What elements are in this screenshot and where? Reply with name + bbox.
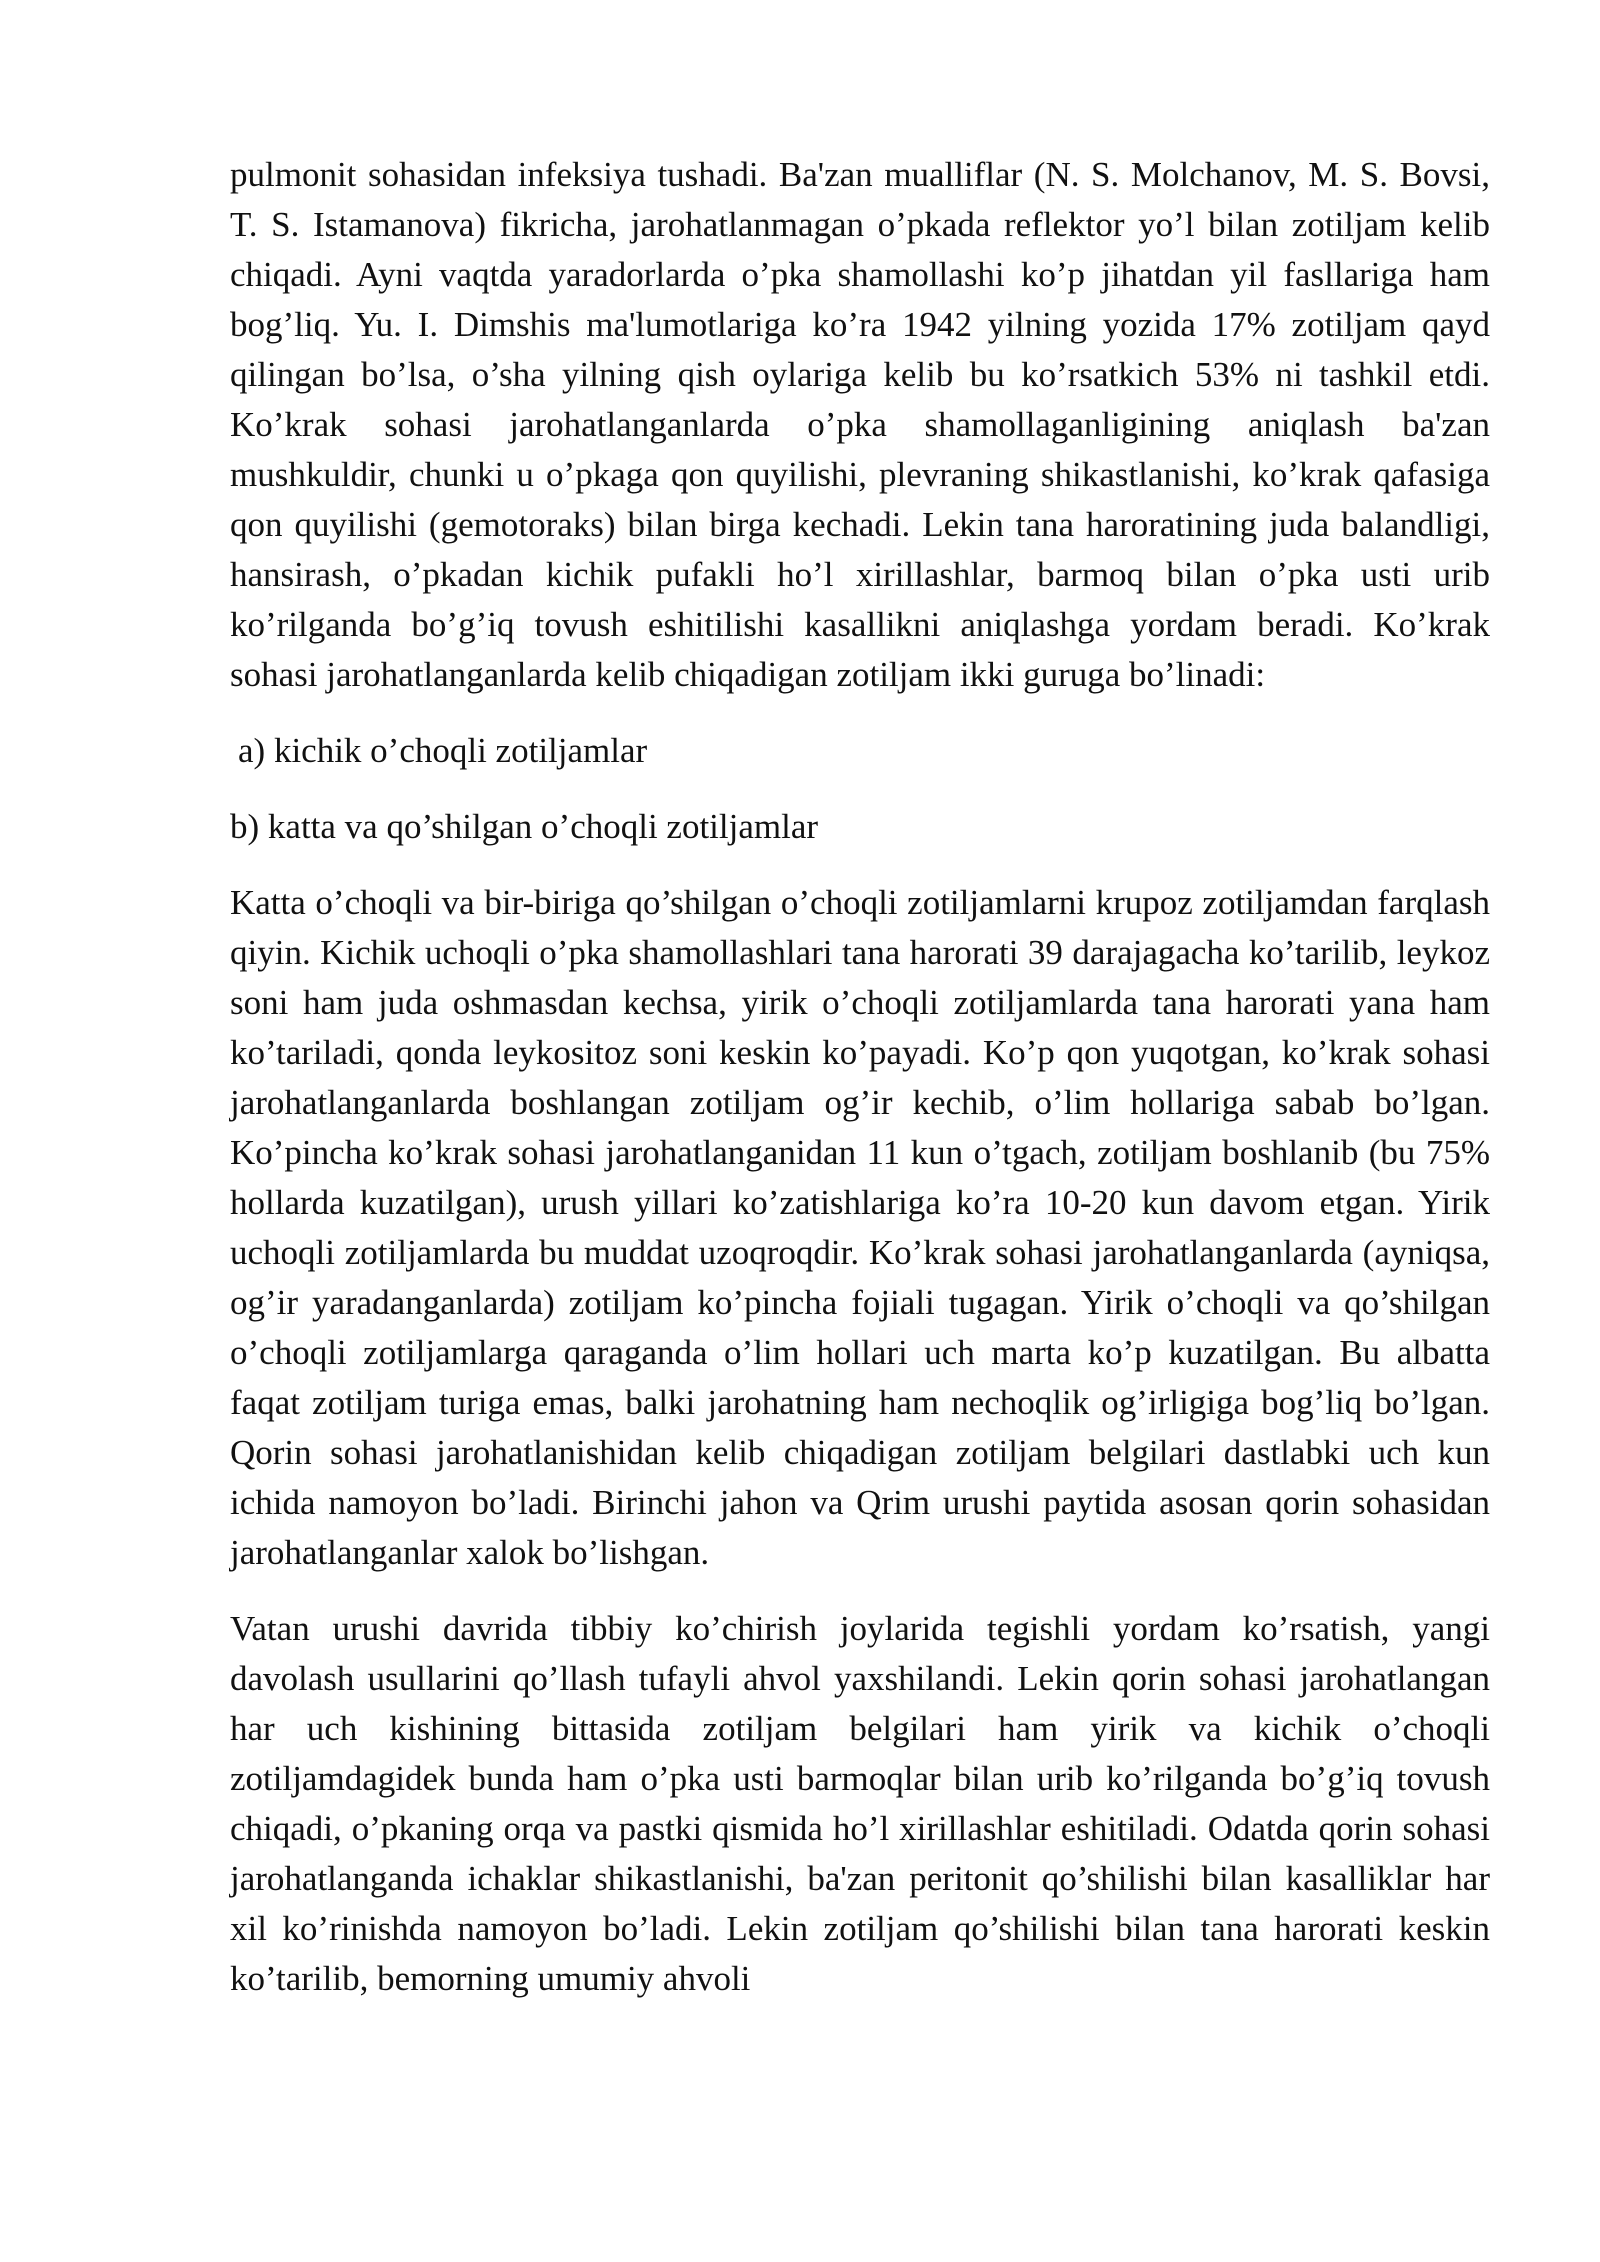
paragraph-1: pulmonit sohasidan infeksiya tushadi. Ba'zan mualliflar (N. S. Molchanov, M. S. Bovsi, T. S. Istamanova) fikricha, jarohatlanmagan o’pkada reflektor yo’l bilan zotiljam kelib chiqadi. Ayni vaqtda yaradorlarda o’pka shamollashi ko’p jihatdan yil fasllariga ham bog’liq. Yu. I. Dimshis ma'lumotlariga ko’ra 1942 yilning yozida 17% zotiljam qayd qilingan bo’lsa, o’sha yilning qish oylariga kelib bu ko’rsatkich 53% ni tashkil etdi. Ko’krak sohasi jarohatlanganlarda o’pka shamollaganligining aniqlash ba'zan mushkuldir, chunki u o’pkaga qon quyilishi, plevraning shikastlanishi, ko’krak qafasiga qon quyilishi (gemotoraks) bilan birga kechadi. Lekin tana haroratining juda balandligi, hansirash, o’pkadan kichik pufakli ho’l xirillashlar, barmoq bilan o’pka usti urib ko’rilganda bo’g’iq tovush eshitilishi kasallikni aniqlashga yordam beradi. Ko’krak sohasi jarohatlanganlarda kelib chiqadigan zotiljam ikki guruga bo’linadi: <box>230 155 1490 694</box>
document-page <box>230 150 1490 2030</box>
list-item-a: a) kichik o’choqli zotiljamlar <box>238 731 648 770</box>
list-item-b: b) katta va qo’shilgan o’choqli zotiljamlar <box>230 807 819 846</box>
paragraph-2: Katta o’choqli va bir-biriga qo’shilgan o’choqli zotiljamlarni krupoz zotiljamdan farqlash qiyin. Kichik uchoqli o’pka shamollashlari tana harorati 39 darajagacha ko’tarilib, leykoz soni ham juda oshmasdan kechsa, yirik o’choqli zotiljamlarda tana harorati yana ham ko’tariladi, qonda leykositoz soni keskin ko’payadi. Ko’p qon yuqotgan, ko’krak sohasi jarohatlanganlarda boshlangan zotiljam og’ir kechib, o’lim hollariga sabab bo’lgan. Ko’pincha ko’krak sohasi jarohatlanganidan 11 kun o’tgach, zotiljam boshlanib (bu 75% hollarda kuzatilgan), urush yillari ko’zatishlariga ko’ra 10-20 kun davom etgan. Yirik uchoqli zotiljamlarda bu muddat uzoqroqdir. Ko’krak sohasi jarohatlanganlarda (ayniqsa, og’ir yaradanganlarda) zotiljam ko’pincha fojiali tugagan. Yirik o’choqli va qo’shilgan o’choqli zotiljamlarga qaraganda o’lim hollari uch marta ko’p kuzatilgan. Bu albatta faqat zotiljam turiga emas, balki jarohatning ham nechoqlik og’irligiga bog’liq bo’lgan. Qorin sohasi jarohatlanishidan kelib chiqadigan zotiljam belgilari dastlabki uch kun ichida namoyon bo’ladi. Birinchi jahon va Qrim urushi paytida asosan qorin sohasidan jarohatlanganlar xalok bo’lishgan. <box>230 883 1490 1572</box>
paragraph-3: Vatan urushi davrida tibbiy ko’chirish joylarida tegishli yordam ko’rsatish, yangi davolash usullarini qo’llash tufayli ahvol yaxshilandi. Lekin qorin sohasi jarohatlangan har uch kishining bittasida zotiljam belgilari ham yirik va kichik o’choqli zotiljamdagidek bunda ham o’pka usti barmoqlar bilan urib ko’rilganda bo’g’iq tovush chiqadi, o’pkaning orqa va pastki qismida ho’l xirillashlar eshitiladi. Odatda qorin sohasi jarohatlanganda ichaklar shikastlanishi, ba'zan peritonit qo’shilishi bilan kasalliklar har xil ko’rinishda namoyon bo’ladi. Lekin zotiljam qo’shilishi bilan tana harorati keskin ko’tarilib, bemorning umumiy ahvoli <box>230 1609 1490 1998</box>
